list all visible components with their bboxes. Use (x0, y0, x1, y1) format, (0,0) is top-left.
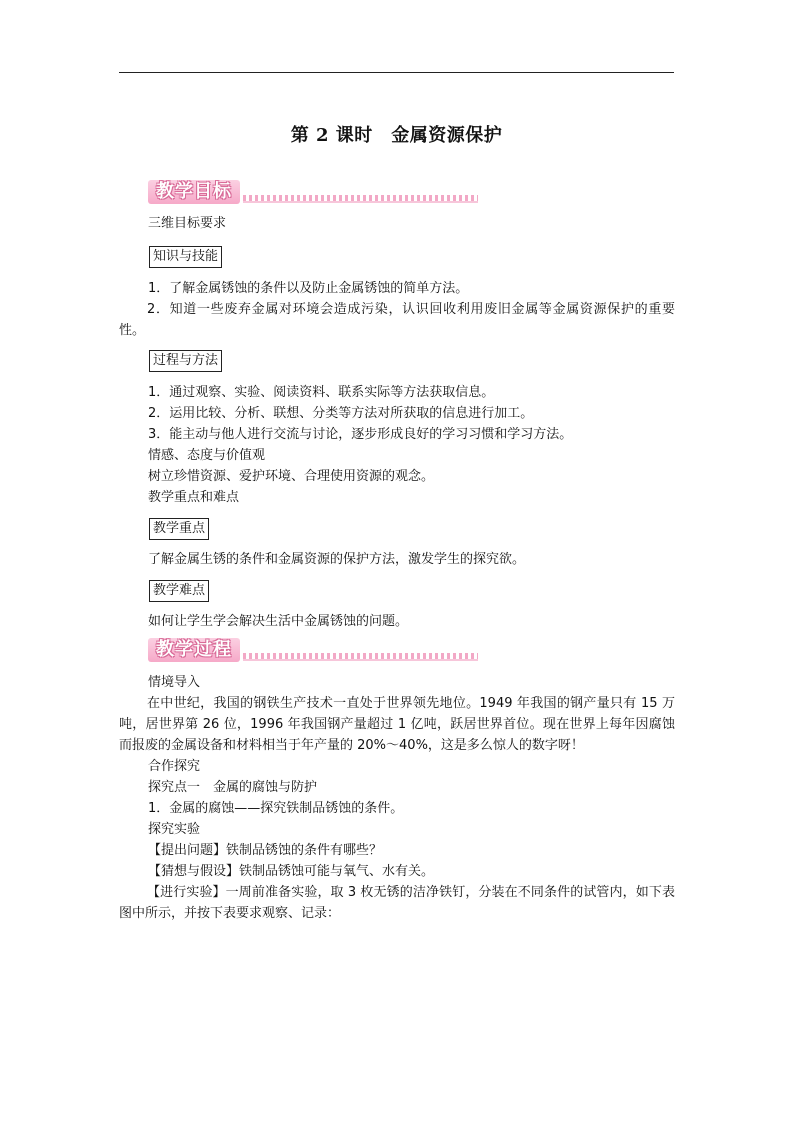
focus-box-label: 教学重点 (149, 518, 209, 540)
process-item-1: 1．通过观察、实验、阅读资料、联系实际等方法获取信息。 (148, 385, 495, 400)
header-rule (119, 72, 674, 73)
key-heading: 教学重点和难点 (148, 490, 240, 505)
exp-heading: 探究实验 (148, 822, 201, 837)
three-dim-heading: 三维目标要求 (148, 216, 227, 231)
knowledge-box-label: 知识与技能 (149, 246, 222, 268)
coop-heading: 合作探究 (148, 759, 201, 774)
page-title: 第 2 课时 金属资源保护 (290, 125, 503, 146)
process-item-3: 3．能主动与他人进行交流与讨论，逐步形成良好的学习习惯和学习方法。 (148, 427, 573, 442)
experiment: 【进行实验】一周前准备实验，取 3 枚无锈的洁净铁钉，分装在不同条件的试管内，如下表图中所示，并按下表要求观察、记录： (119, 885, 675, 921)
difficulty-text: 如何让学生学会解决生活中金属锈蚀的问题。 (148, 614, 409, 629)
point-1: 探究点一 金属的腐蚀与防护 (148, 780, 318, 795)
knowledge-item-1: 1．了解金属锈蚀的条件以及防止金属锈蚀的简单方法。 (148, 281, 469, 296)
banner-decoration (243, 195, 478, 203)
focus-text: 了解金属生锈的条件和金属资源的保护方法，激发学生的探究欲。 (148, 552, 526, 567)
section-banner-process (148, 638, 478, 664)
knowledge-item-2: 2．知道一些废弃金属对环境会造成污染，认识回收利用废旧金属等金属资源保护的重要性。 (119, 302, 675, 338)
sub-1: 1．金属的腐蚀——探究铁制品锈蚀的条件。 (148, 801, 404, 816)
intro-heading: 情境导入 (148, 675, 201, 690)
banner-label: 教学目标 (148, 180, 240, 204)
process-box-label: 过程与方法 (149, 350, 222, 372)
emotion-heading: 情感、态度与价值观 (148, 448, 266, 463)
question: 【提出问题】铁制品锈蚀的条件有哪些？ (148, 843, 383, 858)
process-item-2: 2．运用比较、分析、联想、分类等方法对所获取的信息进行加工。 (148, 406, 534, 421)
banner-label: 教学过程 (148, 638, 240, 662)
banner-decoration (243, 653, 478, 661)
emotion-item-1: 树立珍惜资源、爱护环境、合理使用资源的观念。 (148, 469, 435, 484)
section-banner-goals (148, 180, 478, 206)
difficulty-box-label: 教学难点 (149, 580, 209, 602)
hypothesis: 【猜想与假设】铁制品锈蚀可能与氧气、水有关。 (148, 864, 435, 879)
intro-text: 在中世纪，我国的钢铁生产技术一直处于世界领先地位。1949 年我国的钢产量只有 15 万吨，居世界第 26 位，1996 年我国钢产量超过 1 亿吨，跃居世界首位。现在世界上每年因腐蚀而报废的金属设备和材料相当于年产量的 20%～40%，这是多么惊人的数字呀！ (119, 696, 675, 753)
